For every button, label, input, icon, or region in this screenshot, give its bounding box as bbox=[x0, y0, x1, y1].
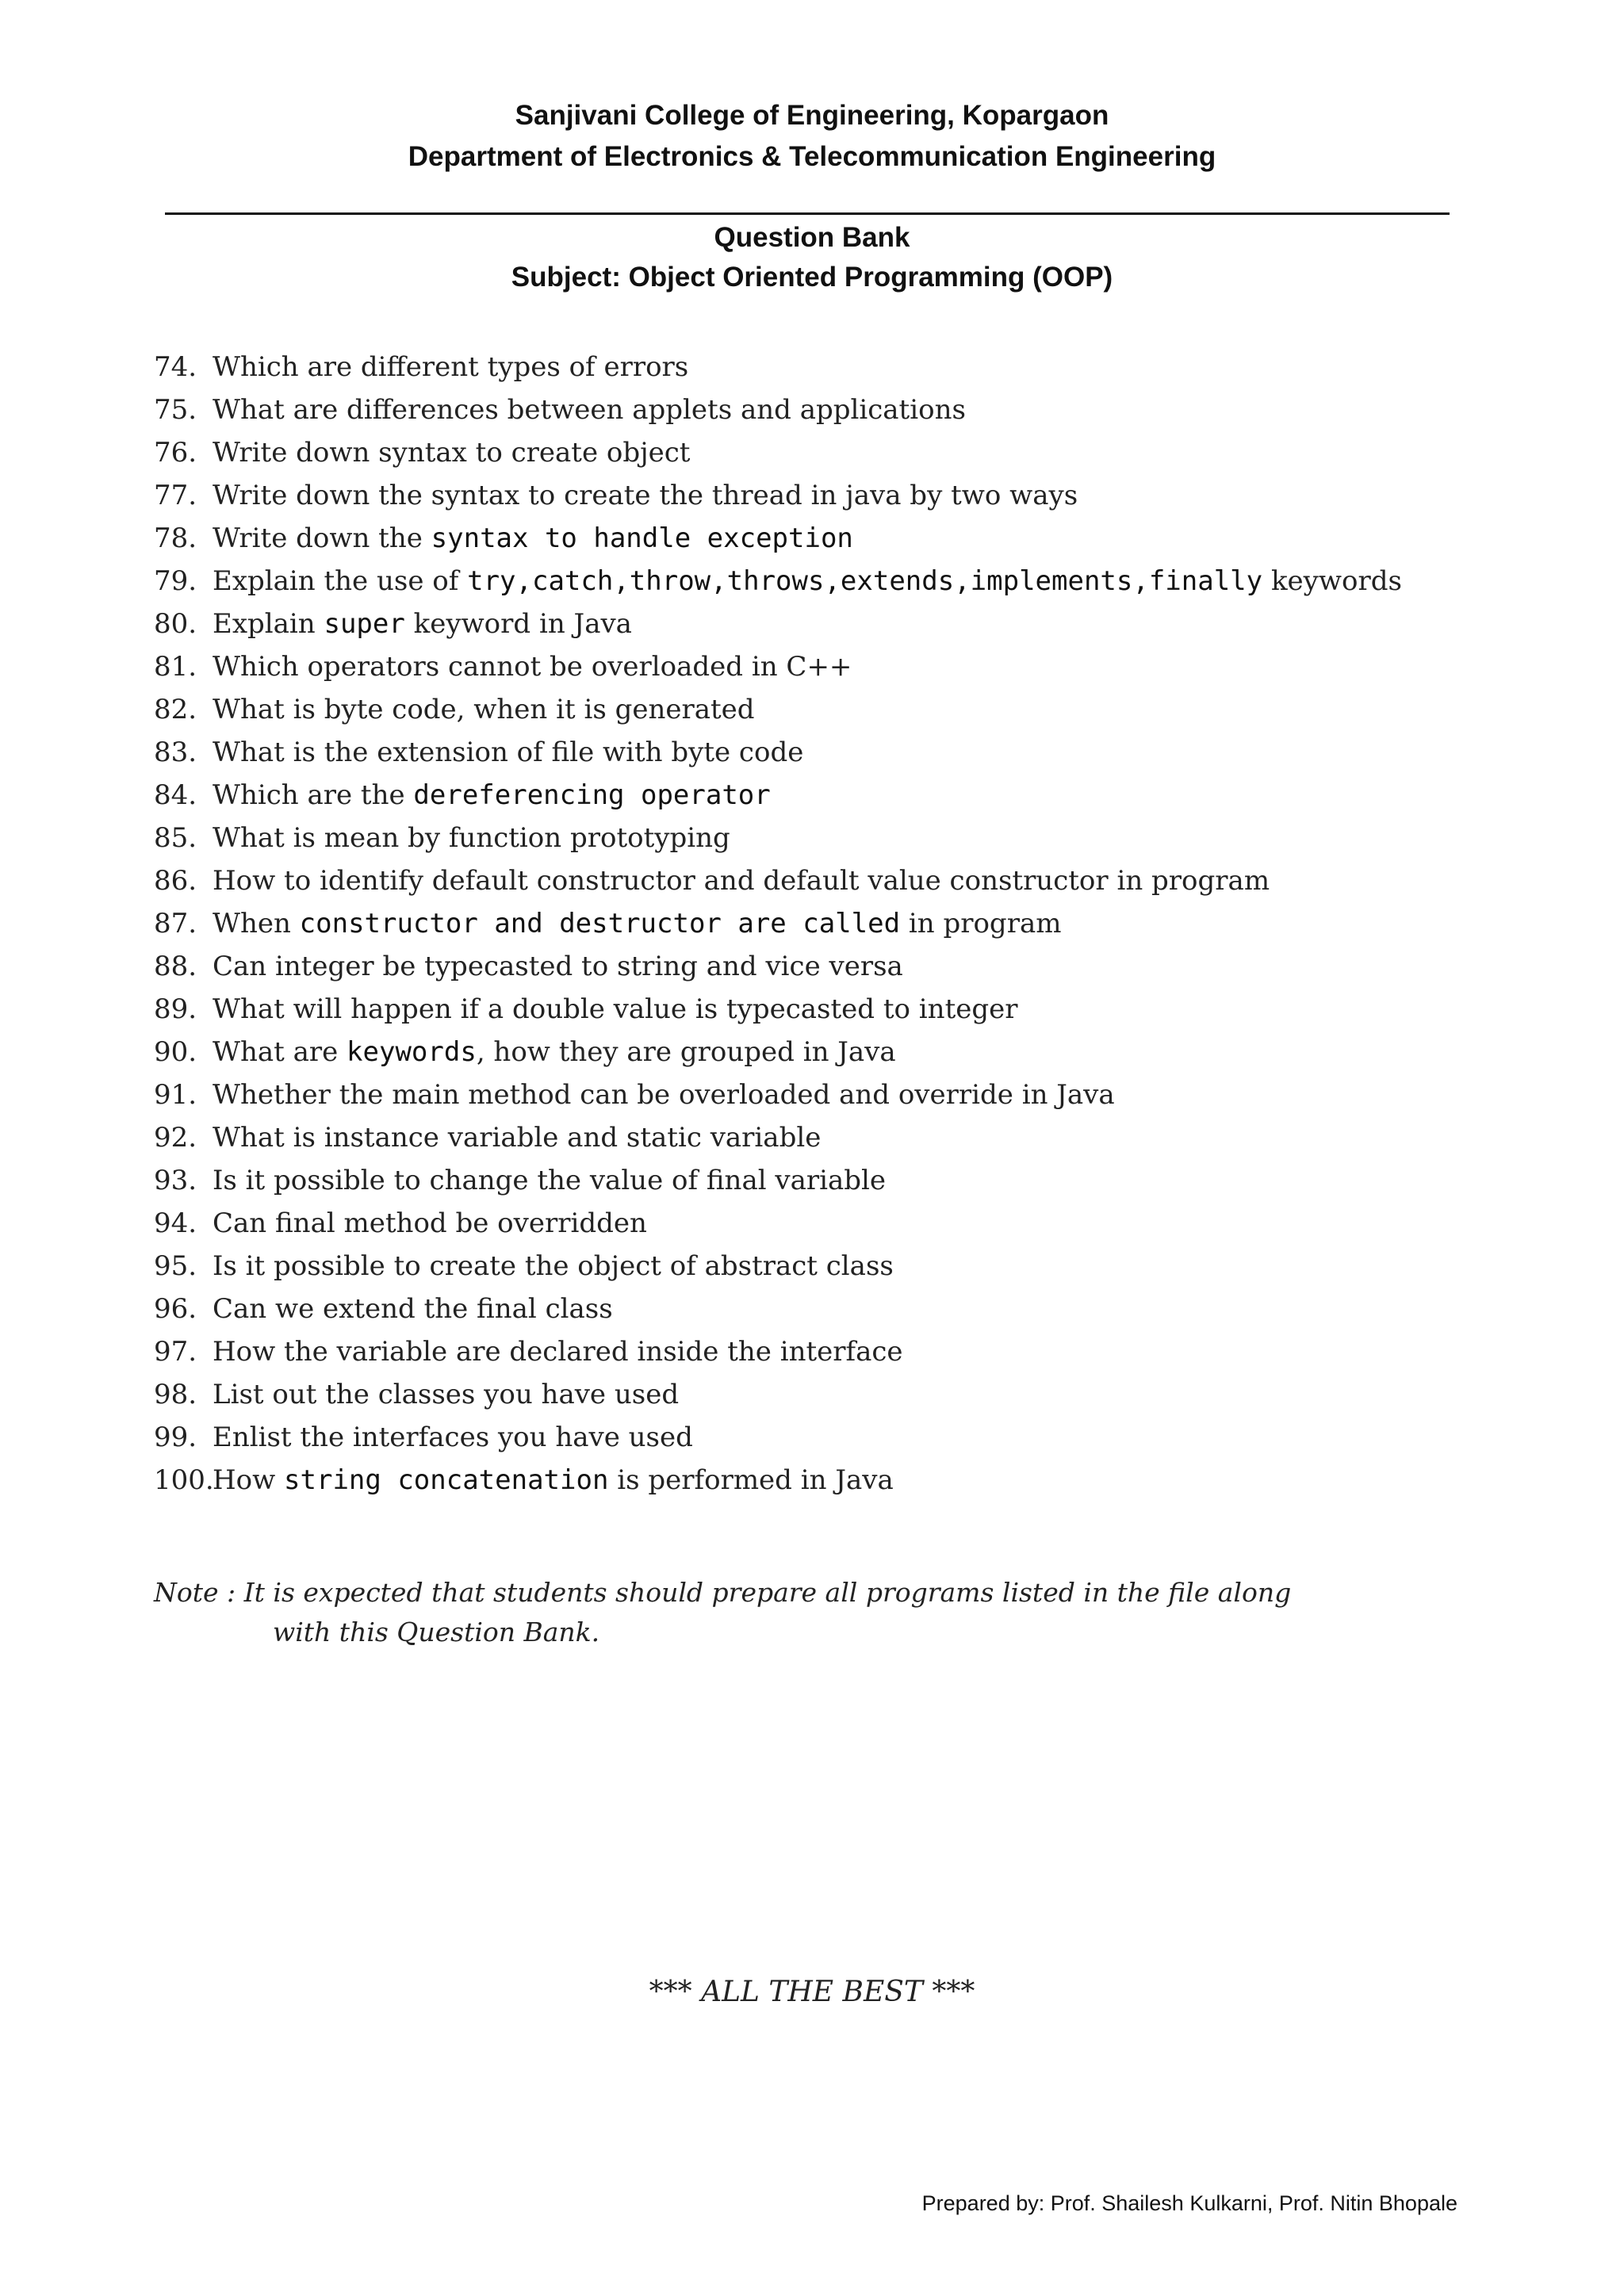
question-text: Which are the bbox=[213, 779, 414, 811]
question-item bbox=[154, 1073, 1470, 1116]
question-text: Write down syntax to create object bbox=[213, 437, 691, 469]
question-number: 96. bbox=[154, 1293, 197, 1325]
question-item bbox=[154, 774, 1470, 817]
question-text: What will happen if a double value is typecasted to integer bbox=[213, 993, 1018, 1025]
question-text: List out the classes you have used bbox=[213, 1379, 680, 1410]
department-name: Department of Electronics & Telecommunication Engineering bbox=[408, 141, 1216, 172]
question-item bbox=[154, 346, 1470, 388]
question-number: 92. bbox=[154, 1122, 197, 1154]
question-item bbox=[154, 1459, 1470, 1502]
question-item bbox=[154, 560, 1470, 603]
question-keyword: try,catch,throw,throws,extends,implements,finally bbox=[467, 565, 1263, 597]
question-item bbox=[154, 945, 1470, 988]
question-number: 82. bbox=[154, 694, 197, 725]
question-number: 81. bbox=[154, 651, 197, 683]
question-item bbox=[154, 517, 1470, 560]
question-text: Enlist the interfaces you have used bbox=[213, 1422, 693, 1453]
question-text: What is the extension of file with byte code bbox=[213, 737, 804, 768]
question-text: is performed in Java bbox=[608, 1464, 894, 1496]
question-number: 97. bbox=[154, 1336, 197, 1368]
question-number: 84. bbox=[154, 779, 197, 811]
question-keyword: dereferencing operator bbox=[413, 779, 771, 811]
question-text: What are bbox=[213, 1036, 347, 1068]
question-text: How bbox=[213, 1464, 285, 1496]
question-item bbox=[154, 1416, 1470, 1459]
question-text: Can final method be overridden bbox=[213, 1207, 647, 1239]
subject-title: Subject: Object Oriented Programming (OOP) bbox=[511, 262, 1113, 293]
question-item bbox=[154, 1373, 1470, 1416]
question-number: 76. bbox=[154, 437, 197, 469]
question-number: 85. bbox=[154, 822, 197, 854]
question-number: 80. bbox=[154, 608, 197, 640]
question-number: 77. bbox=[154, 480, 197, 511]
question-item bbox=[154, 388, 1470, 431]
question-keyword: super bbox=[324, 608, 405, 640]
note-line-2: with this Question Bank. bbox=[273, 1617, 600, 1647]
question-text: Is it possible to change the value of final variable bbox=[213, 1165, 887, 1196]
question-number: 95. bbox=[154, 1250, 197, 1282]
question-text: Whether the main method can be overloaded and override in Java bbox=[213, 1079, 1115, 1111]
question-keyword: keywords bbox=[347, 1036, 477, 1068]
question-number: 86. bbox=[154, 865, 197, 897]
question-number: 83. bbox=[154, 737, 197, 768]
question-item bbox=[154, 859, 1470, 902]
question-number: 98. bbox=[154, 1379, 197, 1410]
prepared-by-footer: Prepared by: Prof. Shailesh Kulkarni, Prof. Nitin Bhopale bbox=[921, 2191, 1457, 2215]
question-number: 94. bbox=[154, 1207, 197, 1239]
question-item bbox=[154, 1159, 1470, 1202]
question-number: 90. bbox=[154, 1036, 197, 1068]
question-number: 74. bbox=[154, 351, 197, 383]
question-number: 87. bbox=[154, 908, 197, 939]
note bbox=[154, 1573, 1470, 1652]
question-text: in program bbox=[900, 908, 1062, 939]
question-item bbox=[154, 817, 1470, 859]
question-item bbox=[154, 431, 1470, 474]
question-text: What is mean by function prototyping bbox=[213, 822, 730, 854]
question-text: Can integer be typecasted to string and vice versa bbox=[213, 951, 903, 982]
question-item bbox=[154, 688, 1470, 731]
question-text: Is it possible to create the object of abstract class bbox=[213, 1250, 894, 1282]
question-number: 93. bbox=[154, 1165, 197, 1196]
question-item bbox=[154, 731, 1470, 774]
question-number: 89. bbox=[154, 993, 197, 1025]
question-text: Can we extend the final class bbox=[213, 1293, 613, 1325]
question-item bbox=[154, 1031, 1470, 1073]
question-number: 100. bbox=[154, 1464, 214, 1496]
question-number: 79. bbox=[154, 565, 197, 597]
question-keyword: constructor and destructor are called bbox=[299, 908, 901, 939]
question-text: Which are different types of errors bbox=[213, 351, 689, 383]
question-item bbox=[154, 1202, 1470, 1245]
question-item bbox=[154, 474, 1470, 517]
question-text: Write down the bbox=[213, 522, 431, 554]
question-number: 91. bbox=[154, 1079, 197, 1111]
question-text: How to identify default constructor and default value constructor in program bbox=[213, 865, 1270, 897]
question-item bbox=[154, 603, 1470, 645]
question-text: Write down the syntax to create the thread in java by two ways bbox=[213, 480, 1078, 511]
question-number: 88. bbox=[154, 951, 197, 982]
question-number: 78. bbox=[154, 522, 197, 554]
document-title: Question Bank bbox=[714, 222, 910, 253]
question-text: Explain bbox=[213, 608, 324, 640]
question-text: When bbox=[213, 908, 300, 939]
question-text: Explain the use of bbox=[213, 565, 468, 597]
question-text: How the variable are declared inside the interface bbox=[213, 1336, 903, 1368]
question-text: What is byte code, when it is generated bbox=[213, 694, 755, 725]
question-text: Which operators cannot be overloaded in C++ bbox=[213, 651, 852, 683]
question-text: keyword in Java bbox=[404, 608, 632, 640]
question-number: 75. bbox=[154, 394, 197, 426]
question-text: What are differences between applets and applications bbox=[213, 394, 966, 426]
question-item bbox=[154, 1330, 1470, 1373]
question-item bbox=[154, 902, 1470, 945]
question-text: keywords bbox=[1262, 565, 1402, 597]
question-keyword: syntax to handle exception bbox=[431, 522, 853, 554]
closing-message: *** ALL THE BEST *** bbox=[649, 1976, 975, 2008]
question-item bbox=[154, 1116, 1470, 1159]
question-item bbox=[154, 988, 1470, 1031]
question-text: What is instance variable and static variable bbox=[213, 1122, 822, 1154]
question-text: , how they are grouped in Java bbox=[476, 1036, 896, 1068]
header-divider bbox=[165, 212, 1450, 215]
question-number: 99. bbox=[154, 1422, 197, 1453]
question-item bbox=[154, 645, 1470, 688]
question-item bbox=[154, 1288, 1470, 1330]
note-line-1: Note : It is expected that students should prepare all programs listed in the file along bbox=[154, 1577, 1292, 1608]
question-list bbox=[154, 346, 1470, 1502]
question-item bbox=[154, 1245, 1470, 1288]
question-keyword: string concatenation bbox=[284, 1464, 609, 1496]
college-name: Sanjivani College of Engineering, Kopargaon bbox=[515, 100, 1109, 131]
